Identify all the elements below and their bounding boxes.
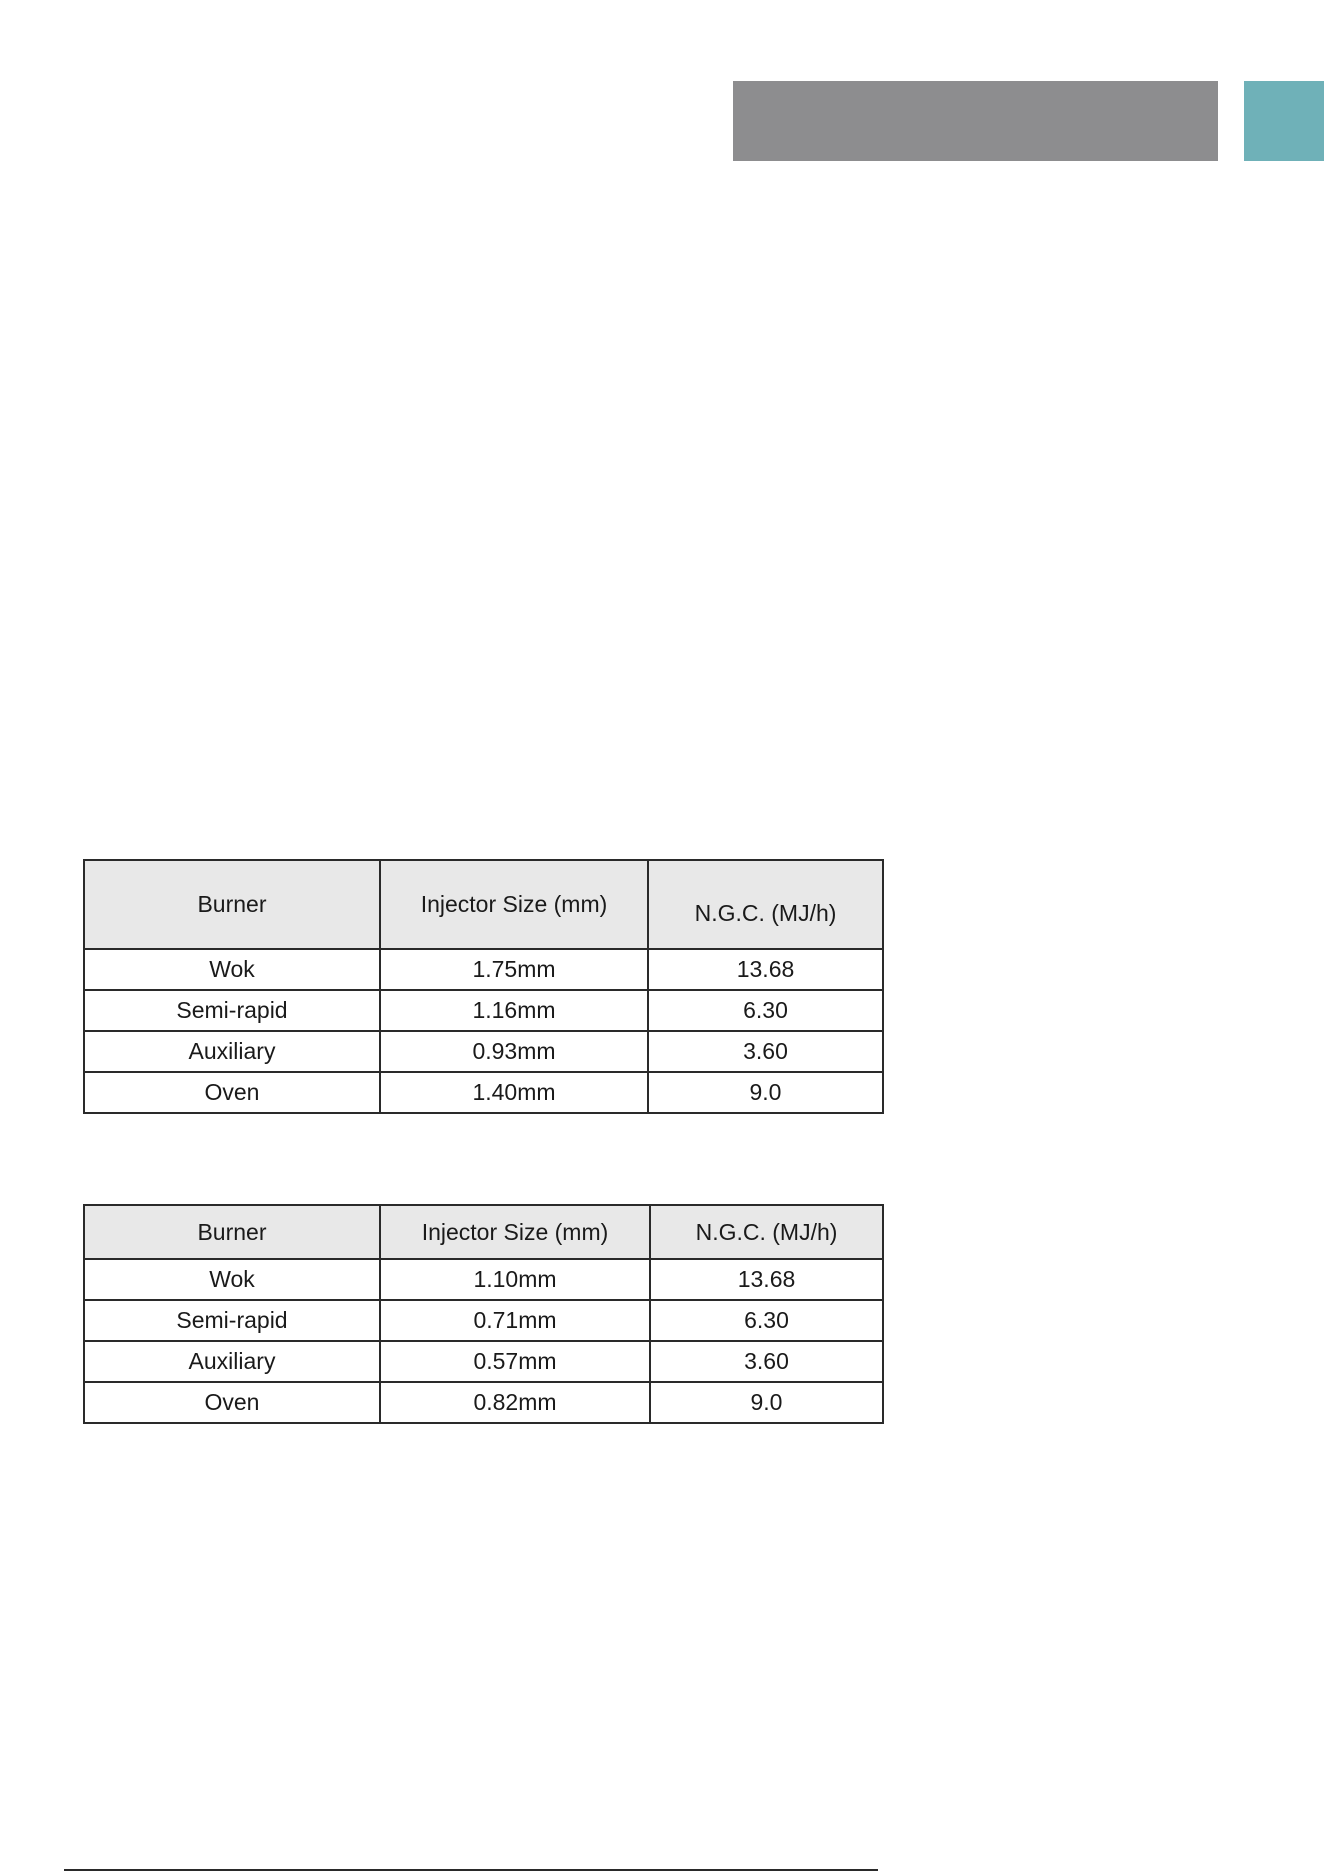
- table-row: [84, 1382, 883, 1423]
- cell-injector-size: 0.71mm: [380, 1300, 650, 1341]
- cell-burner: Semi-rapid: [84, 990, 380, 1031]
- table-header-row: [84, 1205, 883, 1259]
- column-header-burner: Burner: [84, 1205, 380, 1259]
- column-header-injector-size: Injector Size (mm): [380, 860, 648, 949]
- cell-ngc: 6.30: [648, 990, 883, 1031]
- cell-injector-size: 0.93mm: [380, 1031, 648, 1072]
- cell-ngc: 13.68: [650, 1259, 883, 1300]
- cell-burner: Oven: [84, 1072, 380, 1113]
- cell-burner: Oven: [84, 1382, 380, 1423]
- injector-table-1: [83, 859, 884, 1114]
- footer-rule: [64, 1869, 878, 1871]
- injector-table-2: [83, 1204, 884, 1424]
- column-header-ngc: N.G.C. (MJ/h): [648, 860, 883, 949]
- cell-injector-size: 1.75mm: [380, 949, 648, 990]
- table-row: [84, 1300, 883, 1341]
- cell-burner: Wok: [84, 1259, 380, 1300]
- column-header-injector-size: Injector Size (mm): [380, 1205, 650, 1259]
- table-row: [84, 949, 883, 990]
- table-header-row: [84, 860, 883, 949]
- cell-burner: Auxiliary: [84, 1341, 380, 1382]
- table-row: [84, 1031, 883, 1072]
- cell-injector-size: 1.16mm: [380, 990, 648, 1031]
- cell-burner: Wok: [84, 949, 380, 990]
- cell-ngc: 3.60: [650, 1341, 883, 1382]
- cell-ngc: 13.68: [648, 949, 883, 990]
- cell-burner: Semi-rapid: [84, 1300, 380, 1341]
- column-header-ngc: N.G.C. (MJ/h): [650, 1205, 883, 1259]
- cell-injector-size: 0.57mm: [380, 1341, 650, 1382]
- cell-ngc: 9.0: [650, 1382, 883, 1423]
- cell-injector-size: 1.40mm: [380, 1072, 648, 1113]
- cell-ngc: 6.30: [650, 1300, 883, 1341]
- cell-injector-size: 0.82mm: [380, 1382, 650, 1423]
- header-bar-teal: [1244, 81, 1324, 161]
- table-row: [84, 1259, 883, 1300]
- cell-burner: Auxiliary: [84, 1031, 380, 1072]
- header-bar-gray: [733, 81, 1218, 161]
- table-row: [84, 1072, 883, 1113]
- cell-injector-size: 1.10mm: [380, 1259, 650, 1300]
- cell-ngc: 3.60: [648, 1031, 883, 1072]
- cell-ngc: 9.0: [648, 1072, 883, 1113]
- table-row: [84, 990, 883, 1031]
- table-row: [84, 1341, 883, 1382]
- column-header-burner: Burner: [84, 860, 380, 949]
